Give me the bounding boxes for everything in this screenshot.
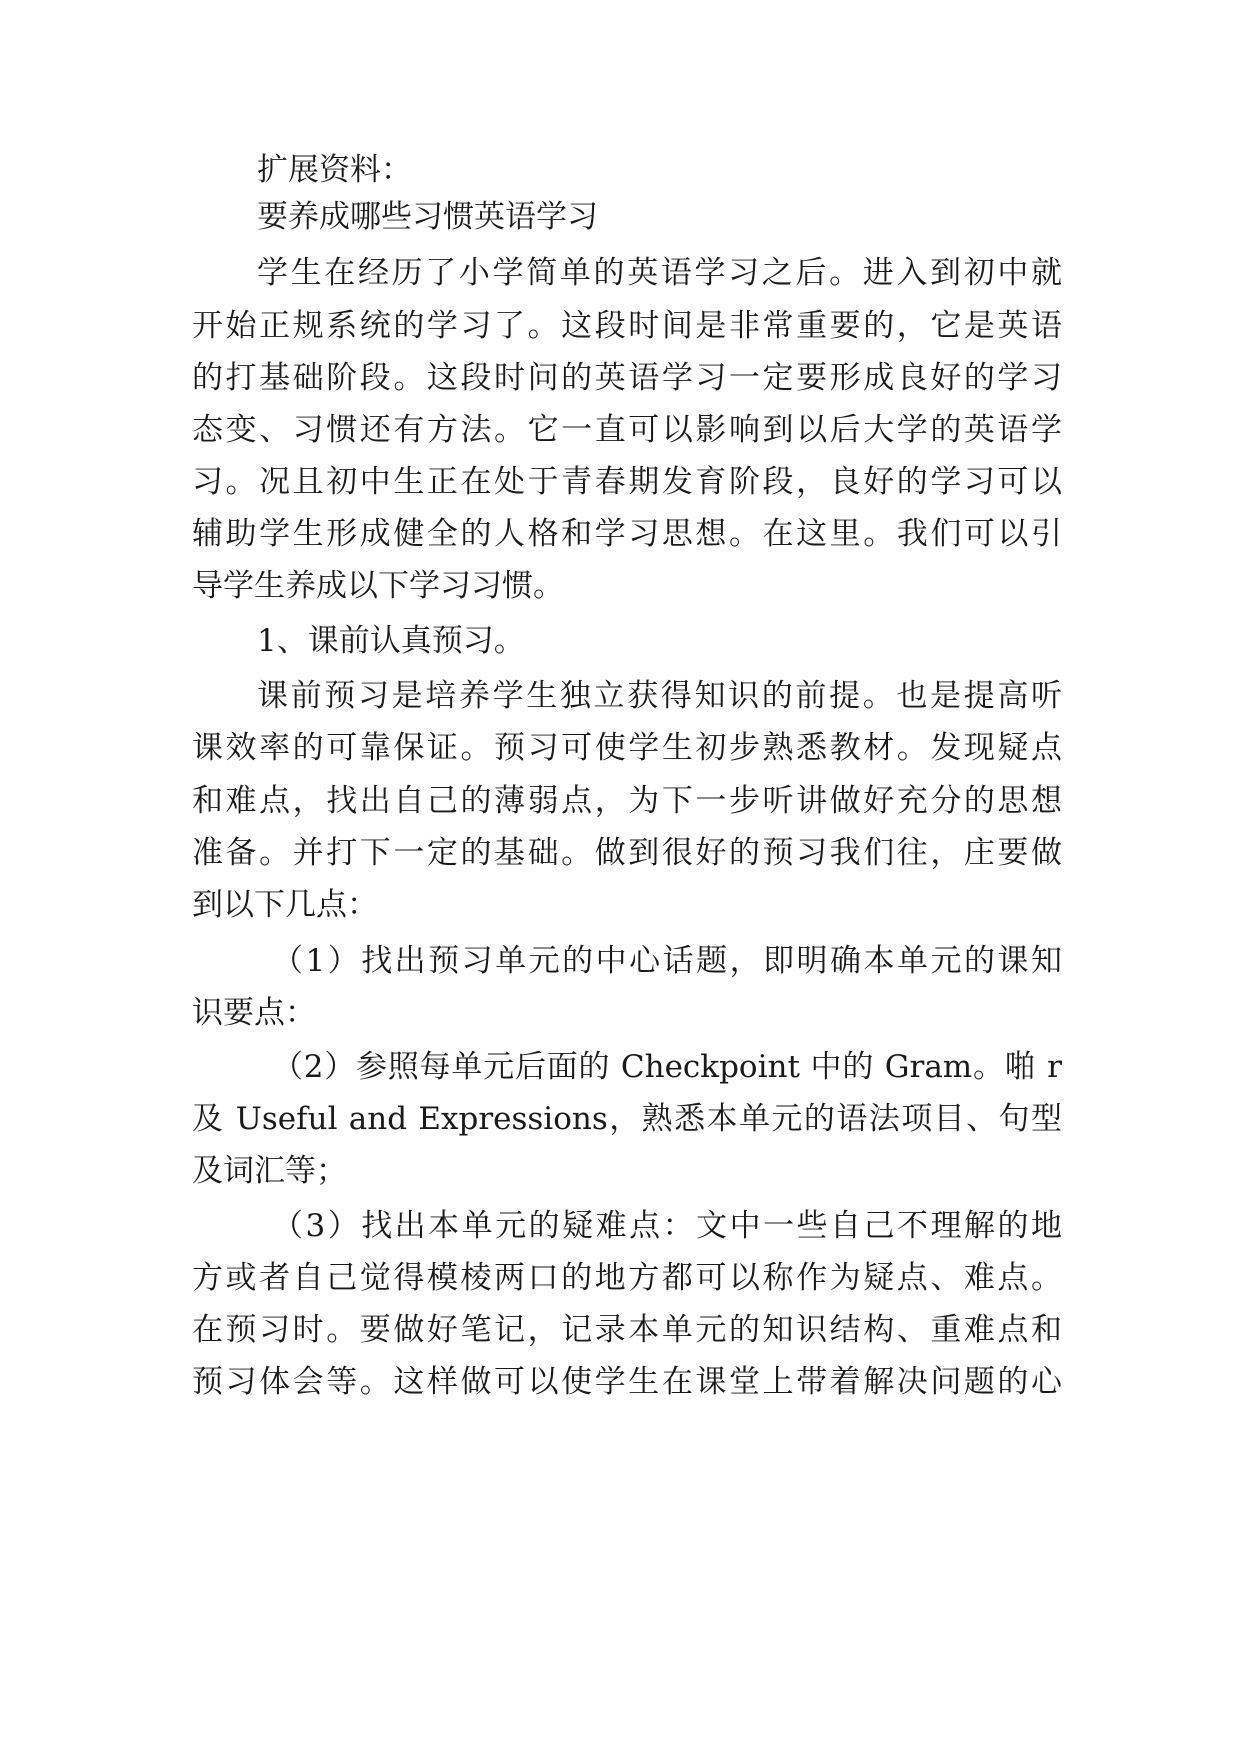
paragraph-line: 准备。并打下一定的基础。做到很好的预习我们往，庄要做 [192,835,1062,871]
article-title: 要养成哪些习惯英语学习 [257,199,598,235]
paragraph-line: 学生在经历了小学简单的英语学习之后。进入到初中就 [257,255,1062,291]
list-item-line: （1）找出预习单元的中心话题，即明确本单元的课知 [272,943,1062,979]
paragraph-line: 和难点，找出自己的薄弱点，为下一步听讲做好充分的思想 [192,783,1062,819]
list-item-line: 预习体会等。这样做可以使学生在课堂上带着解决问题的心 [192,1364,1062,1400]
paragraph-line: 课前预习是培养学生独立获得知识的前提。也是提高听 [257,678,1062,714]
paragraph-line: 习。况且初中生正在处于青春期发育阶段，良好的学习可以 [192,464,1062,500]
paragraph-line: 的打基础阶段。这段时问的英语学习一定要形成良好的学习 [192,360,1062,396]
list-item-line: 及 Useful and Expressions，熟悉本单元的语法项目、句型 [192,1101,1062,1137]
paragraph-line: 到以下几点： [192,887,378,923]
list-item-line: 在预习时。要做好笔记，记录本单元的知识结构、重难点和 [192,1312,1062,1348]
list-heading: 1、课前认真预习。 [257,623,525,659]
list-item-line: 及词汇等； [192,1153,347,1189]
paragraph-line: 开始正规系统的学习了。这段时间是非常重要的，它是英语 [192,308,1062,344]
paragraph-line: 态变、习惯还有方法。它一直可以影响到以后大学的英语学 [192,412,1062,448]
list-item-line: （3）找出本单元的疑难点：文中一些自己不理解的地 [272,1208,1062,1244]
list-item-line: （2）参照每单元后面的 Checkpoint 中的 Gram。啪 r [272,1049,1062,1085]
list-item-line: 识要点： [192,995,316,1031]
section-heading: 扩展资料： [257,152,412,188]
list-item-line: 方或者自己觉得模棱两口的地方都可以称作为疑点、难点。 [192,1260,1062,1296]
paragraph-line: 辅助学生形成健全的人格和学习思想。在这里。我们可以引 [192,516,1062,552]
paragraph-line: 课效率的可靠保证。预习可使学生初步熟悉教材。发现疑点 [192,730,1062,766]
paragraph-line: 导学生养成以下学习习惯。 [192,568,564,604]
